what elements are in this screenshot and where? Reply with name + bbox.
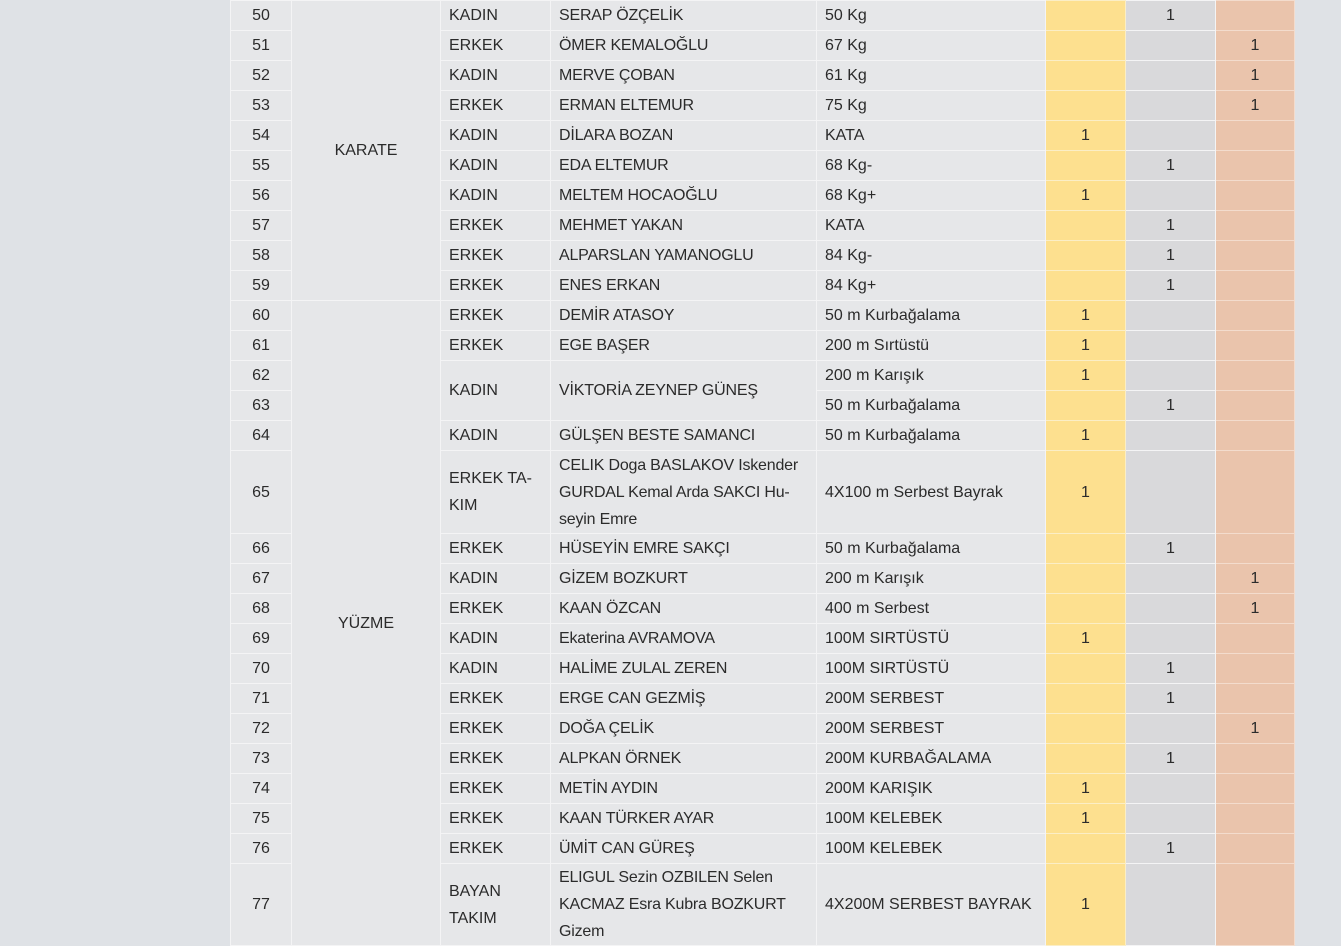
row-number: 56 xyxy=(231,181,292,211)
row-number: 70 xyxy=(231,654,292,684)
gender-cell: KADIN xyxy=(441,564,551,594)
athlete-name-cell: METİN AYDIN xyxy=(551,774,817,804)
athlete-name-cell: HALİME ZULAL ZEREN xyxy=(551,654,817,684)
athlete-name-cell: EDA ELTEMUR xyxy=(551,151,817,181)
silver-medal-cell: 1 xyxy=(1126,1,1216,31)
silver-medal-cell: 1 xyxy=(1126,151,1216,181)
event-cell: 100M SIRTÜSTÜ xyxy=(817,624,1046,654)
bronze-medal-cell xyxy=(1216,1,1295,31)
event-cell: 4X100 m Serbest Bayrak xyxy=(817,451,1046,534)
silver-medal-cell xyxy=(1126,301,1216,331)
gender-cell: BAYAN TAKIM xyxy=(441,864,551,946)
event-cell: KATA xyxy=(817,211,1046,241)
athlete-name-cell: ÖMER KEMALOĞLU xyxy=(551,31,817,61)
row-number: 76 xyxy=(231,834,292,864)
silver-medal-cell xyxy=(1126,624,1216,654)
gender-cell: KADIN xyxy=(441,654,551,684)
bronze-medal-cell xyxy=(1216,301,1295,331)
gender-cell: KADIN xyxy=(441,121,551,151)
athlete-name-cell: GÜLŞEN BESTE SAMANCI xyxy=(551,421,817,451)
silver-medal-cell: 1 xyxy=(1126,684,1216,714)
sport-cell: YÜZME xyxy=(292,301,441,946)
gold-medal-cell xyxy=(1046,241,1126,271)
silver-medal-cell: 1 xyxy=(1126,654,1216,684)
gold-medal-cell: 1 xyxy=(1046,301,1126,331)
athlete-name-cell: ERGE CAN GEZMİŞ xyxy=(551,684,817,714)
row-number: 69 xyxy=(231,624,292,654)
bronze-medal-cell xyxy=(1216,391,1295,421)
event-cell: 200 m Sırtüstü xyxy=(817,331,1046,361)
silver-medal-cell xyxy=(1126,61,1216,91)
event-cell: 200 m Karışık xyxy=(817,361,1046,391)
gender-cell: KADIN xyxy=(441,361,551,421)
athlete-name-cell: MELTEM HOCAOĞLU xyxy=(551,181,817,211)
bronze-medal-cell xyxy=(1216,211,1295,241)
gold-medal-cell xyxy=(1046,31,1126,61)
row-number: 72 xyxy=(231,714,292,744)
bronze-medal-cell xyxy=(1216,624,1295,654)
gold-medal-cell xyxy=(1046,211,1126,241)
gold-medal-cell xyxy=(1046,594,1126,624)
bronze-medal-cell xyxy=(1216,241,1295,271)
athlete-name-cell: HÜSEYİN EMRE SAKÇI xyxy=(551,534,817,564)
bronze-medal-cell xyxy=(1216,151,1295,181)
row-number: 67 xyxy=(231,564,292,594)
row-number: 59 xyxy=(231,271,292,301)
bronze-medal-cell xyxy=(1216,421,1295,451)
bronze-medal-cell xyxy=(1216,834,1295,864)
event-cell: 84 Kg+ xyxy=(817,271,1046,301)
athlete-name-cell: DİLARA BOZAN xyxy=(551,121,817,151)
bronze-medal-cell xyxy=(1216,684,1295,714)
event-cell: 200M SERBEST xyxy=(817,714,1046,744)
row-number: 73 xyxy=(231,744,292,774)
gold-medal-cell: 1 xyxy=(1046,421,1126,451)
gold-medal-cell xyxy=(1046,654,1126,684)
gender-cell: ERKEK xyxy=(441,804,551,834)
event-cell: 50 m Kurbağalama xyxy=(817,301,1046,331)
gold-medal-cell: 1 xyxy=(1046,361,1126,391)
athlete-name-cell: Ekaterina AVRAMOVA xyxy=(551,624,817,654)
event-cell: 61 Kg xyxy=(817,61,1046,91)
gender-cell: KADIN xyxy=(441,624,551,654)
event-cell: 400 m Serbest xyxy=(817,594,1046,624)
silver-medal-cell xyxy=(1126,91,1216,121)
gold-medal-cell xyxy=(1046,744,1126,774)
row-number: 52 xyxy=(231,61,292,91)
event-cell: 67 Kg xyxy=(817,31,1046,61)
gender-cell: ERKEK xyxy=(441,241,551,271)
gold-medal-cell xyxy=(1046,534,1126,564)
silver-medal-cell xyxy=(1126,774,1216,804)
medal-results-table xyxy=(230,0,1295,946)
bronze-medal-cell xyxy=(1216,864,1295,946)
gender-cell: ERKEK xyxy=(441,211,551,241)
silver-medal-cell: 1 xyxy=(1126,211,1216,241)
athlete-name-cell: ENES ERKAN xyxy=(551,271,817,301)
silver-medal-cell xyxy=(1126,121,1216,151)
row-number: 65 xyxy=(231,451,292,534)
silver-medal-cell: 1 xyxy=(1126,744,1216,774)
gold-medal-cell xyxy=(1046,91,1126,121)
athlete-name-cell: CELIK Doga BASLAKOV Iskender GURDAL Kemal Arda SAKCI Hu-seyin Emre xyxy=(551,451,817,534)
gold-medal-cell xyxy=(1046,271,1126,301)
event-cell: 50 m Kurbağalama xyxy=(817,391,1046,421)
event-cell: 50 Kg xyxy=(817,1,1046,31)
athlete-name-cell: DEMİR ATASOY xyxy=(551,301,817,331)
bronze-medal-cell xyxy=(1216,331,1295,361)
silver-medal-cell: 1 xyxy=(1126,834,1216,864)
silver-medal-cell xyxy=(1126,331,1216,361)
athlete-name-cell: MEHMET YAKAN xyxy=(551,211,817,241)
event-cell: 68 Kg+ xyxy=(817,181,1046,211)
bronze-medal-cell: 1 xyxy=(1216,594,1295,624)
athlete-name-cell: GİZEM BOZKURT xyxy=(551,564,817,594)
gold-medal-cell: 1 xyxy=(1046,331,1126,361)
gold-medal-cell: 1 xyxy=(1046,864,1126,946)
row-number: 68 xyxy=(231,594,292,624)
gender-cell: ERKEK xyxy=(441,714,551,744)
silver-medal-cell: 1 xyxy=(1126,391,1216,421)
event-cell: 200M KURBAĞALAMA xyxy=(817,744,1046,774)
bronze-medal-cell xyxy=(1216,534,1295,564)
event-cell: 68 Kg- xyxy=(817,151,1046,181)
row-number: 71 xyxy=(231,684,292,714)
silver-medal-cell xyxy=(1126,31,1216,61)
athlete-name-cell: MERVE ÇOBAN xyxy=(551,61,817,91)
athlete-name-cell: KAAN TÜRKER AYAR xyxy=(551,804,817,834)
row-number: 63 xyxy=(231,391,292,421)
event-cell: 100M KELEBEK xyxy=(817,834,1046,864)
gender-cell: ERKEK xyxy=(441,594,551,624)
gold-medal-cell: 1 xyxy=(1046,451,1126,534)
table-body xyxy=(231,1,1295,946)
gold-medal-cell xyxy=(1046,151,1126,181)
silver-medal-cell xyxy=(1126,421,1216,451)
athlete-name-cell: ELIGUL Sezin OZBILEN Selen KACMAZ Esra Kubra BOZKURT Gizem xyxy=(551,864,817,946)
silver-medal-cell: 1 xyxy=(1126,241,1216,271)
event-cell: 84 Kg- xyxy=(817,241,1046,271)
gender-cell: ERKEK xyxy=(441,534,551,564)
event-cell: 4X200M SERBEST BAYRAK xyxy=(817,864,1046,946)
row-number: 61 xyxy=(231,331,292,361)
gender-cell: ERKEK xyxy=(441,684,551,714)
bronze-medal-cell: 1 xyxy=(1216,564,1295,594)
sport-cell: KARATE xyxy=(292,1,441,301)
row-number: 77 xyxy=(231,864,292,946)
event-cell: KATA xyxy=(817,121,1046,151)
athlete-name-cell: DOĞA ÇELİK xyxy=(551,714,817,744)
silver-medal-cell xyxy=(1126,804,1216,834)
athlete-name-cell: KAAN ÖZCAN xyxy=(551,594,817,624)
event-cell: 50 m Kurbağalama xyxy=(817,534,1046,564)
table-row xyxy=(231,1,1295,31)
athlete-name-cell: EGE BAŞER xyxy=(551,331,817,361)
bronze-medal-cell: 1 xyxy=(1216,91,1295,121)
athlete-name-cell: ÜMİT CAN GÜREŞ xyxy=(551,834,817,864)
bronze-medal-cell xyxy=(1216,271,1295,301)
row-number: 53 xyxy=(231,91,292,121)
gender-cell: KADIN xyxy=(441,181,551,211)
event-cell: 100M KELEBEK xyxy=(817,804,1046,834)
gold-medal-cell: 1 xyxy=(1046,121,1126,151)
bronze-medal-cell xyxy=(1216,451,1295,534)
silver-medal-cell xyxy=(1126,864,1216,946)
event-cell: 200 m Karışık xyxy=(817,564,1046,594)
silver-medal-cell xyxy=(1126,451,1216,534)
gender-cell: ERKEK xyxy=(441,331,551,361)
gender-cell: KADIN xyxy=(441,1,551,31)
bronze-medal-cell: 1 xyxy=(1216,61,1295,91)
gold-medal-cell xyxy=(1046,391,1126,421)
gender-cell: ERKEK xyxy=(441,834,551,864)
athlete-name-cell: ERMAN ELTEMUR xyxy=(551,91,817,121)
event-cell: 100M SIRTÜSTÜ xyxy=(817,654,1046,684)
row-number: 58 xyxy=(231,241,292,271)
gender-cell: ERKEK xyxy=(441,271,551,301)
gender-cell: ERKEK TA-KIM xyxy=(441,451,551,534)
results-table-container xyxy=(230,0,1294,946)
row-number: 55 xyxy=(231,151,292,181)
gender-cell: KADIN xyxy=(441,421,551,451)
gender-cell: KADIN xyxy=(441,151,551,181)
athlete-name-cell: ALPKAN ÖRNEK xyxy=(551,744,817,774)
gold-medal-cell xyxy=(1046,714,1126,744)
row-number: 64 xyxy=(231,421,292,451)
silver-medal-cell xyxy=(1126,594,1216,624)
gold-medal-cell xyxy=(1046,61,1126,91)
silver-medal-cell: 1 xyxy=(1126,271,1216,301)
event-cell: 200M SERBEST xyxy=(817,684,1046,714)
gold-medal-cell xyxy=(1046,834,1126,864)
gender-cell: ERKEK xyxy=(441,774,551,804)
bronze-medal-cell xyxy=(1216,654,1295,684)
gold-medal-cell: 1 xyxy=(1046,774,1126,804)
gold-medal-cell: 1 xyxy=(1046,624,1126,654)
bronze-medal-cell: 1 xyxy=(1216,714,1295,744)
row-number: 74 xyxy=(231,774,292,804)
row-number: 60 xyxy=(231,301,292,331)
athlete-name-cell: ALPARSLAN YAMANOGLU xyxy=(551,241,817,271)
gender-cell: ERKEK xyxy=(441,744,551,774)
row-number: 57 xyxy=(231,211,292,241)
bronze-medal-cell xyxy=(1216,181,1295,211)
bronze-medal-cell: 1 xyxy=(1216,31,1295,61)
bronze-medal-cell xyxy=(1216,804,1295,834)
gold-medal-cell xyxy=(1046,684,1126,714)
event-cell: 75 Kg xyxy=(817,91,1046,121)
gender-cell: ERKEK xyxy=(441,301,551,331)
bronze-medal-cell xyxy=(1216,774,1295,804)
gender-cell: ERKEK xyxy=(441,91,551,121)
silver-medal-cell xyxy=(1126,361,1216,391)
table-row xyxy=(231,301,1295,331)
gold-medal-cell: 1 xyxy=(1046,804,1126,834)
bronze-medal-cell xyxy=(1216,361,1295,391)
event-cell: 200M KARIŞIK xyxy=(817,774,1046,804)
gold-medal-cell xyxy=(1046,564,1126,594)
gold-medal-cell: 1 xyxy=(1046,181,1126,211)
row-number: 62 xyxy=(231,361,292,391)
silver-medal-cell xyxy=(1126,181,1216,211)
row-number: 54 xyxy=(231,121,292,151)
silver-medal-cell: 1 xyxy=(1126,534,1216,564)
row-number: 50 xyxy=(231,1,292,31)
athlete-name-cell: SERAP ÖZÇELİK xyxy=(551,1,817,31)
row-number: 51 xyxy=(231,31,292,61)
bronze-medal-cell xyxy=(1216,121,1295,151)
row-number: 66 xyxy=(231,534,292,564)
silver-medal-cell xyxy=(1126,714,1216,744)
row-number: 75 xyxy=(231,804,292,834)
gold-medal-cell xyxy=(1046,1,1126,31)
event-cell: 50 m Kurbağalama xyxy=(817,421,1046,451)
gender-cell: KADIN xyxy=(441,61,551,91)
athlete-name-cell: VİKTORİA ZEYNEP GÜNEŞ xyxy=(551,361,817,421)
silver-medal-cell xyxy=(1126,564,1216,594)
gender-cell: ERKEK xyxy=(441,31,551,61)
bronze-medal-cell xyxy=(1216,744,1295,774)
